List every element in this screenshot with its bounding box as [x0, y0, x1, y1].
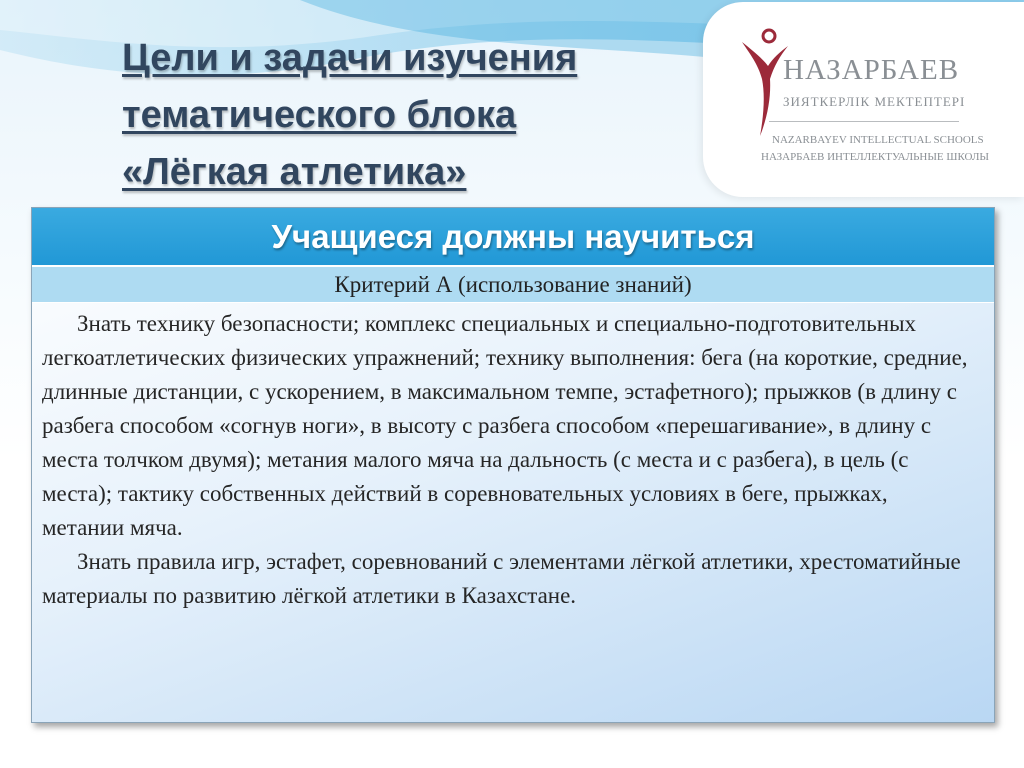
title-line-3: «Лёгкая атлетика» [122, 151, 467, 193]
logo-russian: НАЗАРБАЕВ ИНТЕЛЛЕКТУАЛЬНЫЕ ШКОЛЫ [761, 151, 990, 163]
content-paragraph: Знать правила игр, эстафет, соревнований с элементами лёгкой атлетики, хрестоматийные материалы по развитию лёгкой атлетики в Казахстане. [42, 549, 961, 608]
logo-divider [769, 121, 959, 122]
logo-name: НАЗАРБАЕВ [783, 54, 960, 86]
title-line-2: тематического блока [122, 94, 517, 136]
table-header: Учащиеся должны научиться [32, 208, 994, 267]
criterion-row: Критерий А (использование знаний) [32, 267, 994, 303]
logo-subtitle: ЗИЯТКЕРЛІК МЕКТЕПТЕРІ [783, 94, 966, 109]
objectives-table [31, 207, 995, 723]
content-paragraph: Знать технику безопасности; комплекс специальных и специально-подготовительных легкоатлетических физических упражнений; технику выполнения: бега (на короткие, средние, длинные дистанции, с ускорением, в максимальном темпе, эстафетного); прыжков (в длину с разбега способом «согнув ноги», в высоту с разбега способом «перешагивание», в длину с места толчком двумя); метания малого мяча на дальность (с места и с разбега), в цель (с места); тактику собственных действий в соревновательных условиях в беге, прыжках, метании мяча. [42, 311, 968, 540]
title-line-1: Цели и задачи изучения [122, 37, 578, 79]
slide-title [122, 30, 682, 201]
logo-card [703, 2, 1024, 197]
table-content [32, 303, 994, 613]
logo-english: NAZARBAYEV INTELLECTUAL SCHOOLS [772, 134, 984, 146]
